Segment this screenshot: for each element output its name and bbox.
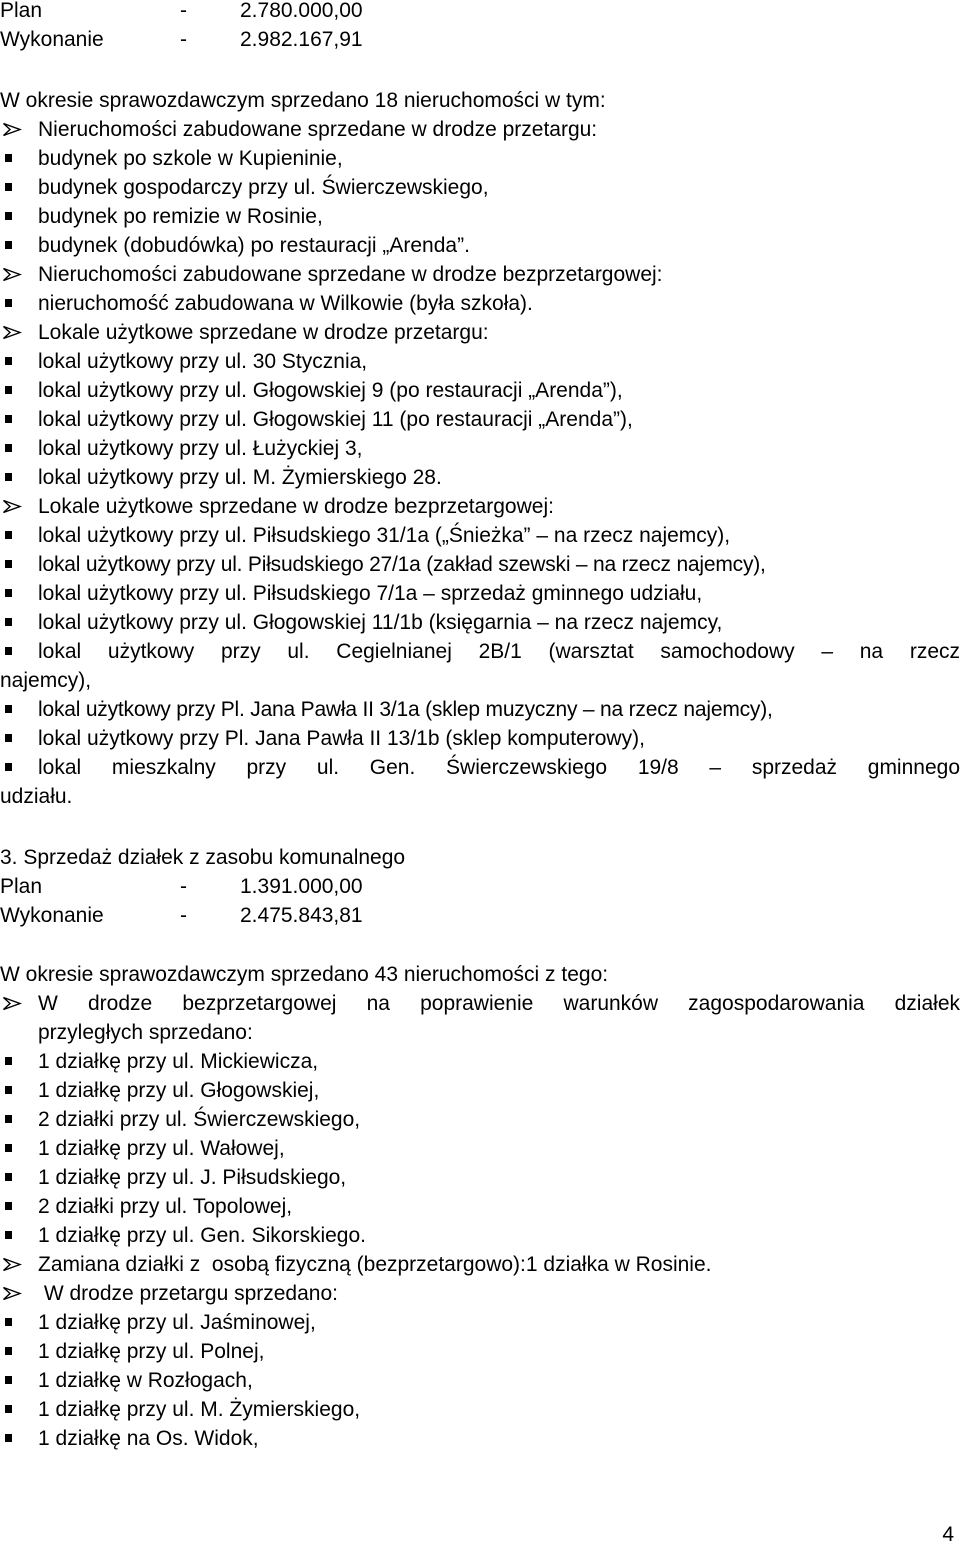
square-bullet-icon (5, 763, 12, 771)
list-item: lokal użytkowy przy ul. Cegielnianej 2B/1 (warsztat samochodowy – na rzecz (0, 637, 960, 666)
execution-dash: - (180, 28, 187, 51)
square-bullet-icon (5, 531, 12, 539)
square-bullet-icon (5, 705, 12, 713)
list-item-continuation: udziału. (0, 785, 73, 808)
square-bullet-icon (5, 1144, 12, 1152)
arrow-bullet-icon (2, 989, 26, 1018)
square-bullet-icon (5, 1376, 12, 1384)
square-bullet-icon (5, 1173, 12, 1181)
list-item-continuation: najemcy), (0, 669, 92, 692)
plan-dash: - (180, 875, 187, 898)
square-bullet-icon (5, 415, 12, 423)
square-bullet-icon (5, 1057, 12, 1065)
square-bullet-icon (5, 1202, 12, 1210)
square-bullet-icon (5, 357, 12, 365)
square-bullet-icon (5, 734, 12, 742)
square-bullet-icon (5, 589, 12, 597)
arrow-bullet-icon (2, 318, 26, 347)
square-bullet-icon (5, 647, 12, 655)
square-bullet-icon (5, 241, 12, 249)
square-bullet-icon (5, 618, 12, 626)
arrow-bullet-icon (2, 1279, 26, 1308)
square-bullet-icon (5, 154, 12, 162)
execution-label: Wykonanie (0, 904, 104, 927)
page-number: 4 (942, 1523, 954, 1546)
list-item: lokal mieszkalny przy ul. Gen. Świerczewskiego 19/8 – sprzedaż gminnego (0, 753, 960, 782)
execution-label: Wykonanie (0, 28, 104, 51)
execution-value: 2.982.167,91 (240, 28, 363, 51)
plan-label: Plan (0, 875, 43, 898)
square-bullet-icon (5, 1347, 12, 1355)
square-bullet-icon (5, 299, 12, 307)
square-bullet-icon (5, 386, 12, 394)
arrow-bullet-icon (2, 492, 26, 521)
plan-value: 2.780.000,00 (240, 0, 363, 22)
square-bullet-icon (5, 1086, 12, 1094)
section1-group-1: Nieruchomości zabudowane sprzedane w drodze przetargu: (0, 115, 960, 144)
execution-value: 2.475.843,81 (240, 904, 363, 927)
square-bullet-icon (5, 1318, 12, 1326)
square-bullet-icon (5, 1115, 12, 1123)
arrow-bullet-icon (2, 1250, 26, 1279)
square-bullet-icon (5, 473, 12, 481)
arrow-bullet-icon (2, 260, 26, 289)
square-bullet-icon (5, 1231, 12, 1239)
section1-intro: W okresie sprawozdawczym sprzedano 18 nieruchomości w tym: (0, 89, 606, 112)
square-bullet-icon (5, 560, 12, 568)
square-bullet-icon (5, 444, 12, 452)
plan-label: Plan (0, 0, 43, 22)
execution-dash: - (180, 904, 187, 927)
square-bullet-icon (5, 1405, 12, 1413)
square-bullet-icon (5, 212, 12, 220)
square-bullet-icon (5, 183, 12, 191)
square-bullet-icon (5, 1434, 12, 1442)
plan-dash: - (180, 0, 187, 22)
section3-group-1: W drodze bezprzetargowej na poprawienie warunków zagospodarowania działek (0, 989, 960, 1018)
plan-value: 1.391.000,00 (240, 875, 363, 898)
section3-intro: W okresie sprawozdawczym sprzedano 43 nieruchomości z tego: (0, 963, 609, 986)
section3-heading: 3. Sprzedaż działek z zasobu komunalnego (0, 846, 406, 869)
arrow-bullet-icon (2, 115, 26, 144)
